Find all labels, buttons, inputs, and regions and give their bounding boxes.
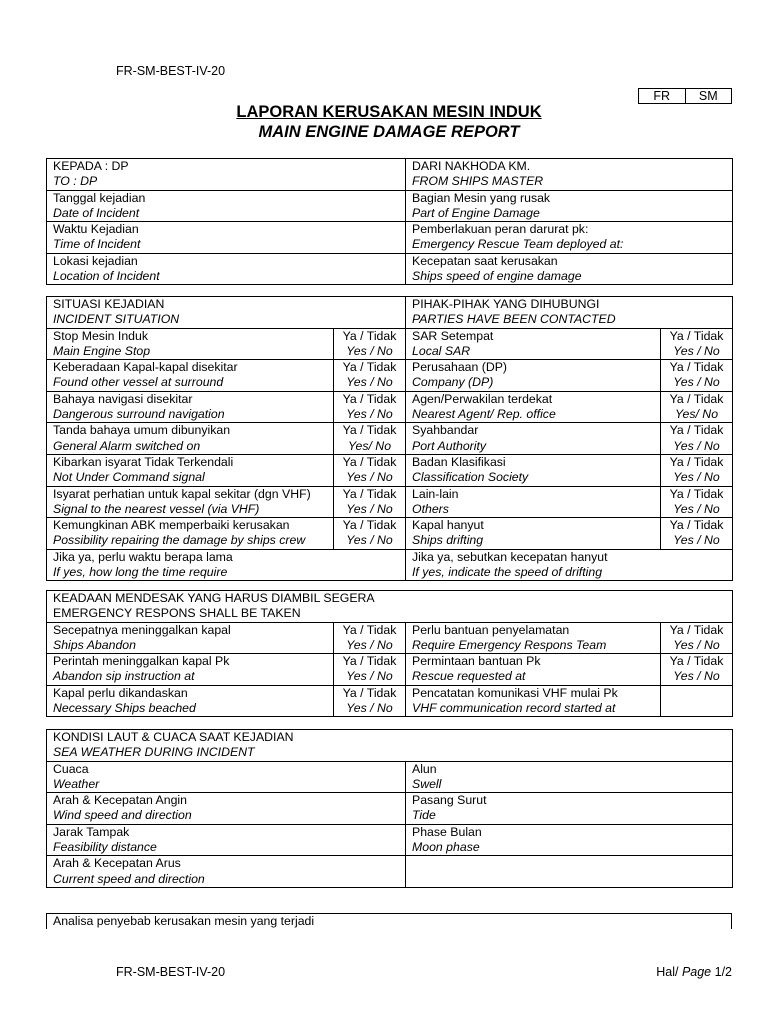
situation-item-en: General Alarm switched on <box>53 438 201 453</box>
weather-left-cell-id: Arah & Kecepatan Angin <box>53 793 187 808</box>
emergency-right-item-en: Rescue requested at <box>412 669 526 684</box>
emergency-right-yes-no-en <box>663 701 730 716</box>
emergency-yes-no <box>334 654 406 686</box>
emergency-item <box>47 622 334 654</box>
emergency-item <box>47 654 334 686</box>
party-yes-no <box>661 454 733 486</box>
weather-left-cell-id: Arah & Kecepatan Arus <box>53 856 181 871</box>
situation-yes-no <box>334 360 406 392</box>
info-left-cell <box>47 159 406 191</box>
party-yes-no-en: Yes / No <box>673 533 720 548</box>
info-right-cell-en: Part of Engine Damage <box>412 205 540 220</box>
emergency-table <box>46 590 733 717</box>
emergency-item-id: Kapal perlu dikandaskan <box>53 685 188 700</box>
title-indonesian: LAPORAN KERUSAKAN MESIN INDUK <box>236 103 542 121</box>
info-table <box>46 158 733 285</box>
party-yes-no-en: Yes / No <box>673 375 720 390</box>
weather-left-cell-id: Cuaca <box>53 761 89 776</box>
emergency-yes-no-id: Ya / Tidak <box>342 685 397 700</box>
emergency-right-yes-no-en: Yes / No <box>673 669 720 684</box>
emergency-row <box>47 685 733 717</box>
party-yes-no-id: Ya / Tidak <box>669 486 724 501</box>
emergency-right-item-en: Require Emergency Respons Team <box>412 637 607 652</box>
party-yes-no-id: Ya / Tidak <box>669 360 724 375</box>
situation-header: SITUASI KEJADIAN INCIDENT SITUATION <box>47 297 406 329</box>
drift-speed-cell-en: If yes, indicate the speed of drifting <box>412 565 603 580</box>
situation-item <box>47 360 334 392</box>
party-yes-no-id: Ya / Tidak <box>669 391 724 406</box>
situation-yes-no <box>334 454 406 486</box>
party-item-en: Others <box>412 501 449 516</box>
situation-yes-no-id: Ya / Tidak <box>342 391 397 406</box>
drift-speed-cell <box>406 549 733 581</box>
party-yes-no-en: Yes / No <box>673 470 720 485</box>
weather-left-cell-en: Current speed and direction <box>53 871 205 886</box>
info-left-cell <box>47 222 406 254</box>
emergency-item-en: Necessary Ships beached <box>53 701 196 716</box>
info-right-cell <box>406 190 733 222</box>
emergency-right-item-id: Permintaan bantuan Pk <box>412 654 541 669</box>
emergency-right-yes-no-en: Yes / No <box>673 637 720 652</box>
weather-row <box>47 793 733 825</box>
weather-header-row <box>47 730 733 762</box>
situation-item-en: Possibility repairing the damage by ships crew <box>53 533 306 548</box>
repair-time-cell <box>47 549 406 581</box>
party-item <box>406 454 661 486</box>
emergency-yes-no <box>334 685 406 717</box>
emergency-right-item <box>406 622 661 654</box>
situation-yes-no-en: Yes / No <box>346 407 393 422</box>
situation-yes-no <box>334 328 406 360</box>
situation-yes-no-id: Ya / Tidak <box>342 423 397 438</box>
party-item <box>406 423 661 455</box>
situation-item-en: Not Under Command signal <box>53 470 205 485</box>
emergency-item-id: Secepatnya meninggalkan kapal <box>53 622 231 637</box>
info-right-cell-id: Kecepatan saat kerusakan <box>412 253 558 268</box>
emergency-right-item-en: VHF communication record started at <box>412 701 616 716</box>
party-yes-no-en: Yes / No <box>673 501 720 516</box>
info-right-cell-en: Emergency Rescue Team deployed at: <box>412 237 624 252</box>
situation-yes-no-id: Ya / Tidak <box>342 360 397 375</box>
info-left-cell-en: Time of Incident <box>53 237 141 252</box>
party-yes-no-en: Yes / No <box>673 343 720 358</box>
analysis-label: Analisa penyebab kerusakan mesin yang terjadi <box>47 914 732 930</box>
situation-table <box>46 296 733 581</box>
weather-left-cell-en: Wind speed and direction <box>53 808 192 823</box>
situation-row <box>47 423 733 455</box>
info-left-cell-id: KEPADA : DP <box>53 159 129 173</box>
weather-row <box>47 856 733 888</box>
weather-right-cell-id: Alun <box>412 761 437 776</box>
emergency-yes-no-id: Ya / Tidak <box>342 654 397 669</box>
situation-yes-no <box>334 423 406 455</box>
party-item-id: Agen/Perwakilan terdekat <box>412 391 553 406</box>
situation-yes-no <box>334 518 406 550</box>
party-item <box>406 486 661 518</box>
drift-speed-cell-id: Jika ya, sebutkan kecepatan hanyut <box>412 549 608 564</box>
party-yes-no-id: Ya / Tidak <box>669 328 724 343</box>
emergency-yes-no-en: Yes / No <box>346 637 393 652</box>
repair-time-cell-id: Jika ya, perlu waktu berapa lama <box>53 549 233 564</box>
situation-item <box>47 486 334 518</box>
situation-row <box>47 328 733 360</box>
situation-item <box>47 328 334 360</box>
party-item <box>406 360 661 392</box>
party-item-id: Syahbandar <box>412 423 479 438</box>
situation-item <box>47 423 334 455</box>
info-row <box>47 190 733 222</box>
party-yes-no <box>661 328 733 360</box>
weather-header: KONDISI LAUT & CUACA SAAT KEJADIAN SEA WEATHER DURING INCIDENT <box>47 730 733 762</box>
fr-sm-box <box>638 88 732 104</box>
situation-item-id: Bahaya navigasi disekitar <box>53 391 193 406</box>
emergency-yes-no-en: Yes / No <box>346 701 393 716</box>
situation-row <box>47 391 733 423</box>
situation-yes-no <box>334 486 406 518</box>
emergency-right-item <box>406 685 661 717</box>
info-left-cell-id: Waktu Kejadian <box>53 222 139 237</box>
weather-left-cell <box>47 761 406 793</box>
party-yes-no-en: Yes/ No <box>674 407 719 422</box>
situation-item-id: Kibarkan isyarat Tidak Terkendali <box>53 454 234 469</box>
weather-right-cell-en: Moon phase <box>412 840 480 855</box>
situation-yes-no-en: Yes/ No <box>347 438 392 453</box>
info-left-cell-en: Date of Incident <box>53 205 140 220</box>
emergency-right-yes-no-id <box>663 686 730 701</box>
party-item-en: Port Authority <box>412 438 487 453</box>
party-item <box>406 518 661 550</box>
party-item-id: Kapal hanyut <box>412 518 484 533</box>
weather-right-cell-id: Phase Bulan <box>412 824 482 839</box>
situation-last-row <box>47 549 733 581</box>
party-yes-no-en: Yes / No <box>673 438 720 453</box>
weather-left-cell-en: Feasibility distance <box>53 840 157 855</box>
emergency-yes-no <box>334 622 406 654</box>
party-yes-no <box>661 423 733 455</box>
situation-yes-no-en: Yes / No <box>346 533 393 548</box>
situation-item-en: Found other vessel at surround <box>53 375 224 390</box>
party-yes-no-id: Ya / Tidak <box>669 423 724 438</box>
party-yes-no <box>661 360 733 392</box>
situation-item-en: Dangerous surround navigation <box>53 407 225 422</box>
title-english: MAIN ENGINE DAMAGE REPORT <box>258 123 520 141</box>
form-code-bottom: FR-SM-BEST-IV-20 <box>116 965 226 979</box>
weather-right-cell-en: Tide <box>412 808 436 823</box>
emergency-item <box>47 685 334 717</box>
emergency-item-en: Ships Abandon <box>53 637 136 652</box>
emergency-header: KEADAAN MENDESAK YANG HARUS DIAMBIL SEGERA EMERGENCY RESPONS SHALL BE TAKEN <box>47 591 733 623</box>
party-yes-no <box>661 486 733 518</box>
weather-right-cell <box>406 793 733 825</box>
parties-header: PIHAK-PIHAK YANG DIHUBUNGI PARTIES HAVE BEEN CONTACTED <box>406 297 733 329</box>
weather-right-cell-id: Pasang Surut <box>412 793 487 808</box>
info-left-cell-id: Lokasi kejadian <box>53 253 138 268</box>
emergency-header-row <box>47 591 733 623</box>
party-item-id: Lain-lain <box>412 486 459 501</box>
info-left-cell <box>47 253 406 285</box>
party-yes-no-id: Ya / Tidak <box>669 518 724 533</box>
info-right-cell <box>406 159 733 191</box>
info-right-cell-en: Ships speed of engine damage <box>412 269 582 284</box>
situation-yes-no-en: Yes / No <box>346 470 393 485</box>
info-right-cell-id: Bagian Mesin yang rusak <box>412 190 551 205</box>
sm-cell: SM <box>698 89 718 103</box>
info-row <box>47 159 733 191</box>
weather-right-cell <box>406 761 733 793</box>
situation-row <box>47 518 733 550</box>
repair-time-cell-en: If yes, how long the time require <box>53 565 228 580</box>
party-item-en: Classification Society <box>412 470 529 485</box>
emergency-right-yes-no-id: Ya / Tidak <box>669 654 724 669</box>
info-left-cell <box>47 190 406 222</box>
fr-cell: FR <box>639 89 686 103</box>
emergency-right-yes-no <box>661 654 733 686</box>
situation-row <box>47 360 733 392</box>
situation-item-en: Main Engine Stop <box>53 343 151 358</box>
emergency-item-en: Abandon sip instruction at <box>53 669 195 684</box>
weather-left-cell-en: Weather <box>53 776 100 791</box>
info-row <box>47 222 733 254</box>
info-left-cell-id: Tanggal kejadian <box>53 190 146 205</box>
emergency-right-item-id: Perlu bantuan penyelamatan <box>412 622 570 637</box>
party-yes-no-id: Ya / Tidak <box>669 454 724 469</box>
situation-row <box>47 486 733 518</box>
weather-right-cell-en <box>412 871 726 886</box>
situation-item-id: Stop Mesin Induk <box>53 328 149 343</box>
situation-yes-no-id: Ya / Tidak <box>342 518 397 533</box>
emergency-yes-no-en: Yes / No <box>346 669 393 684</box>
party-item-id: SAR Setempat <box>412 328 494 343</box>
emergency-item-id: Perintah meninggalkan kapal Pk <box>53 654 230 669</box>
emergency-row <box>47 622 733 654</box>
analysis-table <box>46 913 732 929</box>
emergency-right-item-id: Pencatatan komunikasi VHF mulai Pk <box>412 685 618 700</box>
weather-left-cell <box>47 793 406 825</box>
party-item-id: Badan Klasifikasi <box>412 454 506 469</box>
emergency-yes-no-id: Ya / Tidak <box>342 622 397 637</box>
party-item-en: Company (DP) <box>412 375 494 390</box>
party-item-en: Local SAR <box>412 343 471 358</box>
info-right-cell <box>406 253 733 285</box>
party-yes-no <box>661 391 733 423</box>
info-right-cell-id: Pemberlakuan peran darurat pk: <box>412 222 589 237</box>
party-item <box>406 328 661 360</box>
weather-right-cell <box>406 856 733 888</box>
situation-yes-no-en: Yes / No <box>346 343 393 358</box>
party-item-id: Perusahaan (DP) <box>412 360 508 375</box>
party-yes-no <box>661 518 733 550</box>
weather-table <box>46 729 733 888</box>
weather-left-cell-id: Jarak Tampak <box>53 824 130 839</box>
emergency-row <box>47 654 733 686</box>
situation-item-id: Keberadaan Kapal-kapal disekitar <box>53 360 238 375</box>
situation-item-id: Tanda bahaya umum dibunyikan <box>53 423 231 438</box>
situation-yes-no-id: Ya / Tidak <box>342 328 397 343</box>
situation-item-id: Isyarat perhatian untuk kapal sekitar (dgn VHF) <box>53 486 311 501</box>
info-row <box>47 253 733 285</box>
emergency-right-yes-no-id: Ya / Tidak <box>669 622 724 637</box>
situation-yes-no-en: Yes / No <box>346 375 393 390</box>
emergency-right-item <box>406 654 661 686</box>
weather-left-cell <box>47 824 406 856</box>
party-item <box>406 391 661 423</box>
weather-right-cell <box>406 824 733 856</box>
emergency-right-yes-no <box>661 622 733 654</box>
form-code-top: FR-SM-BEST-IV-20 <box>116 64 226 78</box>
situation-item-en: Signal to the nearest vessel (via VHF) <box>53 501 260 516</box>
situation-item <box>47 391 334 423</box>
situation-item <box>47 518 334 550</box>
weather-right-cell-en: Swell <box>412 776 442 791</box>
info-left-cell-en: Location of Incident <box>53 269 160 284</box>
party-item-en: Ships drifting <box>412 533 484 548</box>
info-right-cell-en: FROM SHIPS MASTER <box>412 174 544 189</box>
info-right-cell <box>406 222 733 254</box>
weather-row <box>47 824 733 856</box>
situation-yes-no-en: Yes / No <box>346 501 393 516</box>
weather-left-cell <box>47 856 406 888</box>
weather-row <box>47 761 733 793</box>
situation-item-id: Kemungkinan ABK memperbaiki kerusakan <box>53 518 290 533</box>
situation-header-row <box>47 297 733 329</box>
party-item-en: Nearest Agent/ Rep. office <box>412 407 556 422</box>
info-right-cell-id: DARI NAKHODA KM. <box>412 159 531 173</box>
info-left-cell-en: TO : DP <box>53 174 98 189</box>
situation-row <box>47 454 733 486</box>
situation-item <box>47 454 334 486</box>
weather-right-cell-id <box>412 856 726 871</box>
page-number: Hal/ Page 1/2 <box>656 965 732 979</box>
situation-yes-no <box>334 391 406 423</box>
emergency-right-yes-no <box>661 685 733 717</box>
situation-yes-no-id: Ya / Tidak <box>342 454 397 469</box>
situation-yes-no-id: Ya / Tidak <box>342 486 397 501</box>
